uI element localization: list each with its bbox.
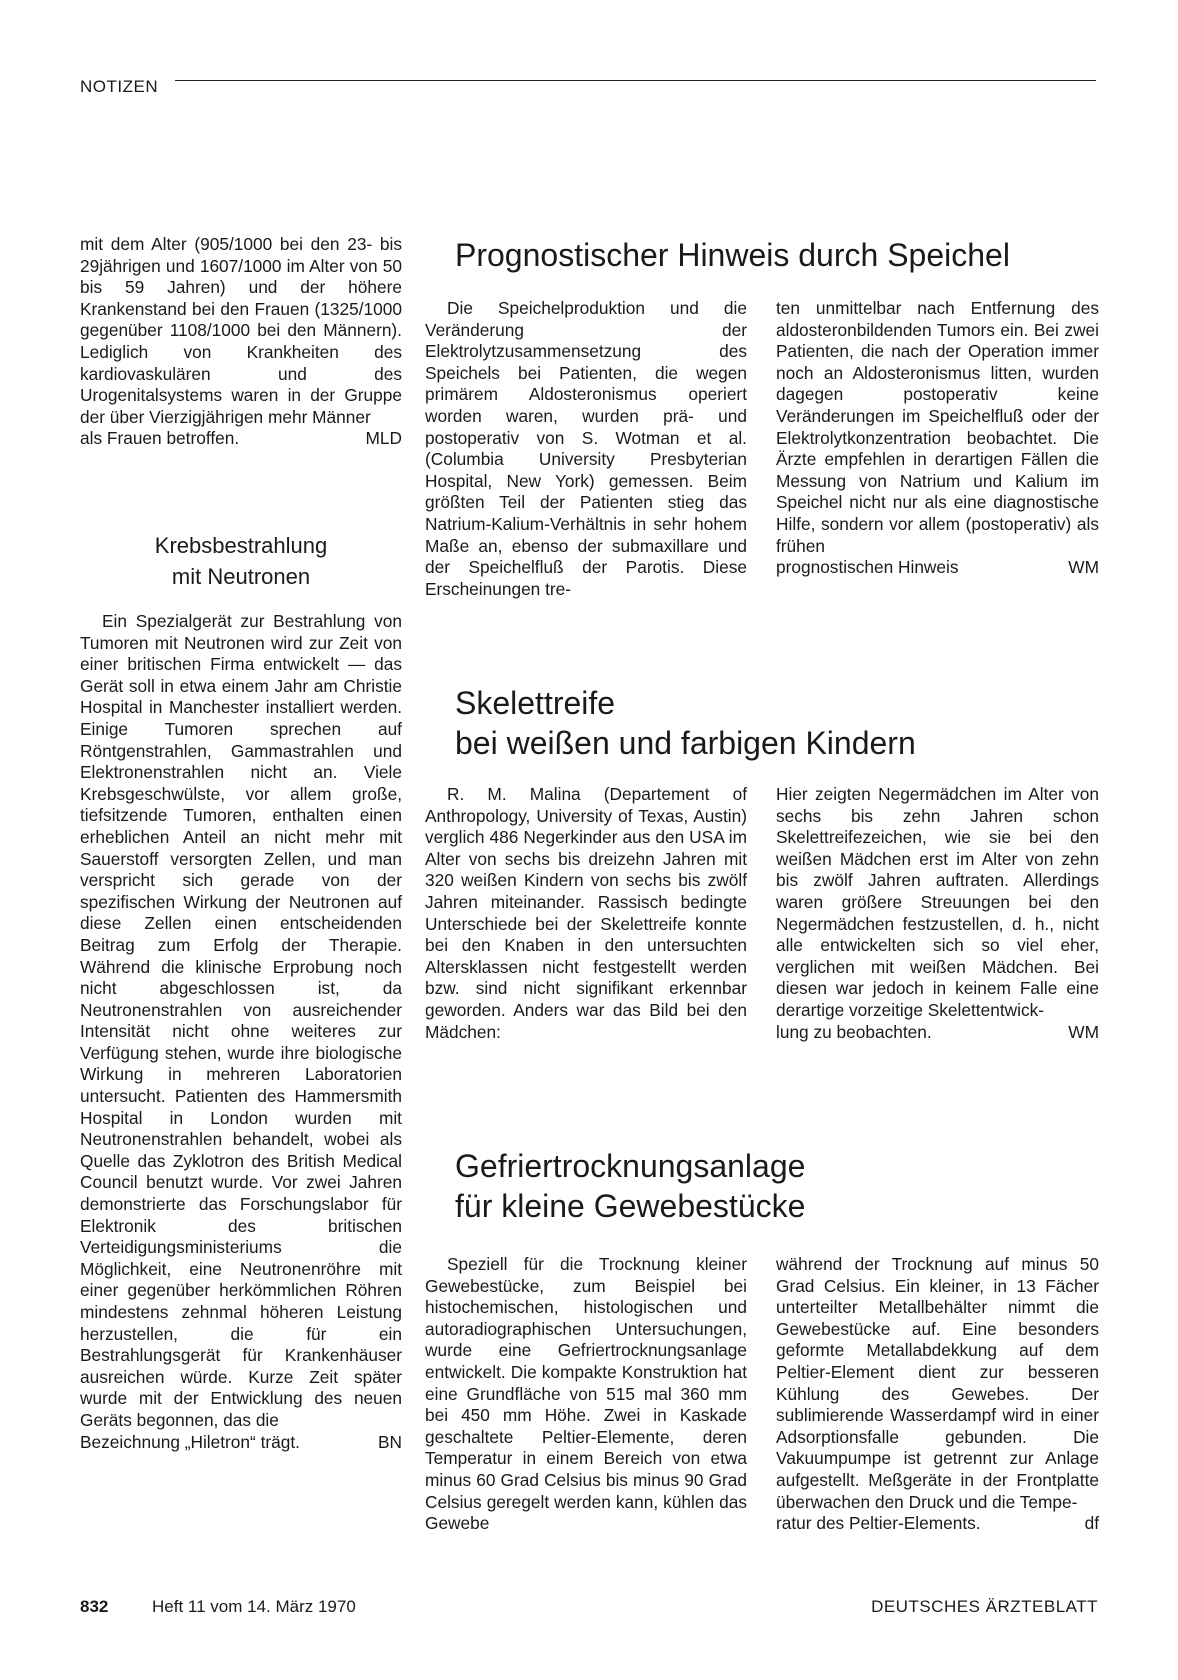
skelettreife-title-line2: bei weißen und farbigen Kindern	[455, 725, 916, 761]
speichel-last-line	[776, 557, 1099, 579]
gefrier-title-line1: Gefriertrocknungsanlage	[455, 1148, 806, 1184]
continuation-last-line	[80, 428, 402, 450]
article-gefrier-col1	[425, 1254, 747, 1535]
article-neutronen-body	[80, 611, 402, 1453]
article-skelettreife-col2	[776, 784, 1099, 1043]
gefrier-last-line	[776, 1513, 1099, 1535]
article-last-line	[80, 1432, 402, 1454]
section-label: NOTIZEN	[80, 77, 159, 96]
gefrier-last: ratur des Peltier-Elements.	[776, 1513, 981, 1534]
signature-bn: BN	[377, 1431, 402, 1452]
article-title-line1: Krebsbestrahlung	[154, 533, 328, 558]
article-neutronen-heading	[80, 530, 402, 592]
article-speichel-col1	[425, 298, 747, 600]
signature-wm: WM	[1068, 557, 1099, 578]
skelettreife-last-line	[776, 1022, 1099, 1044]
continuation-text: mit dem Alter (905/1000 bei den 23- bis 29jährigen und 1607/1000 im Alter von 50 bis 59 Jahren) und der höhere Krankenstand bei den Frauen (1325/1000 gegenüber 1108/1000 bei den Männern). Lediglich von Krankheiten des kardiovaskulären und des Urogenitalsystems waren in der Gruppe der über Vierzigjährigen mehr Männer	[80, 234, 402, 427]
left-continuation	[80, 234, 402, 450]
continuation-last: als Frauen betroffen.	[80, 428, 240, 449]
gefrier-title-line2: für kleine Gewebestücke	[455, 1188, 806, 1224]
header-rule	[175, 80, 1096, 81]
article-gefrier-heading	[455, 1146, 1095, 1226]
page-number: 832	[80, 1597, 109, 1616]
signature-df: df	[1084, 1513, 1099, 1534]
article-gefrier-col2	[776, 1254, 1099, 1535]
gefrier-col1-text: Speziell für die Trocknung kleiner Gewebestücke, zum Beispiel bei histochemischen, histologischen und autoradiographischen Untersuchungen, wurde eine Gefriertrocknungsanlage entwickelt. Die kompakte Konstruktion hat eine Grundfläche von 515 mal 360 mm bei 450 mm Höhe. Zwei in Kaskade geschaltete Peltier-Elemente, deren Temperatur in einem Bereich von etwa minus 60 Grad Celsius bis minus 90 Grad Celsius geregelt werden kann, kühlen das Gewebe	[425, 1254, 747, 1534]
article-skelettreife-col1	[425, 784, 747, 1043]
signature-mld: MLD	[365, 428, 402, 449]
article-speichel-title: Prognostischer Hinweis durch Speichel	[455, 237, 1010, 273]
skelettreife-title-line1: Skelettreife	[455, 685, 616, 721]
article-speichel-col2	[776, 298, 1099, 579]
signature-wm: WM	[1068, 1021, 1099, 1042]
skelettreife-col1-text: R. M. Malina (Departement of Anthropology, University of Texas, Austin) verglich 486 Negerkinder aus den USA im Alter von sechs bis dreizehn Jahren mit 320 weißen Kindern von sechs bis zwölf Jahren miteinander. Rassisch bedingte Unterschiede bei der Skelettreife konnte bei den Knaben in den untersuchten Altersklassen nicht festgestellt werden bzw. sind nicht signifikant erkennbar geworden. Anders war das Bild bei den Mädchen:	[425, 784, 747, 1042]
article-last: Bezeichnung „Hiletron“ trägt.	[80, 1431, 300, 1452]
article-body: Ein Spezialgerät zur Bestrahlung von Tumoren mit Neutronen wird zur Zeit von einer britischen Firma entwickelt — das Gerät soll in etwa einem Jahr am Christie Hospital in Manchester installiert werden. Einige Tumoren sprechen auf Röntgenstrahlen, Gammastrahlen und Elektronenstrahlen nicht an. Viele Krebsgeschwülste, vor allem große, tiefsitzende Tumoren, enthalten einen erheblichen Anteil an nicht mehr mit Sauerstoff versorgten Zellen, und man verspricht sich gerade von der spezifischen Wirkung der Neutronen auf diese Zellen einen entscheidenden Beitrag zum Erfolg der Therapie. Während die klinische Erprobung noch nicht abgeschlossen ist, da Neutronenstrahlen von ausreichender Intensität nicht ohne weiteres zur Verfügung stehen, wurde ihre biologische Wirkung in mehreren Laboratorien untersucht. Patienten des Hammersmith Hospital in London wurden mit Neutronenstrahlen behandelt, wobei als Quelle das Zyklotron des British Medical Council benutzt wurde. Vor zwei Jahren demonstrierte das Forschungslabor für Elektronik des britischen Verteidigungsministeriums die Möglichkeit, eine Neutronenröhre mit einer gegenüber herkömmlichen Röhren mindestens zehnmal höheren Leistung herzustellen, die für ein Bestrahlungsgerät für Krankenhäuser ausreichen würde. Kurze Zeit später wurde mit der Entwicklung des neuen Geräts begonnen, das die	[80, 611, 402, 1430]
article-title-line2: mit Neutronen	[171, 564, 311, 589]
speichel-col1-text: Die Speichelproduktion und die Veränderung der Elektrolytzusammensetzung des Speichels bei Patienten, die wegen primärem Aldosteronismus operiert worden waren, wurden prä- und postoperativ von S. Wotman et al. (Columbia University Presbyterian Hospital, New York) gemessen. Beim größten Teil der Patienten stieg das Natrium-Kalium-Verhältnis in sehr hohem Maße an, ebenso der submaxillare und der Speichelfluß der Parotis. Diese Erscheinungen tre-	[425, 298, 747, 599]
skelettreife-col2-text: Hier zeigten Negermädchen im Alter von sechs bis zehn Jahren schon Skelettreifezeichen, wie sie bei den weißen Mädchen erst im Alter von zehn bis zwölf Jahren auftraten. Allerdings waren größere Streuungen bei den Negermädchen festzustellen, d. h., nicht alle entwickelten sich so viel eher, verglichen mit weißen Mädchen. Bei diesen war jedoch in keinem Falle eine derartige vorzeitige Skelettentwick-	[776, 784, 1099, 1020]
journal-name: DEUTSCHES ÄRZTEBLATT	[871, 1597, 1098, 1616]
speichel-last: prognostischen Hinweis	[776, 557, 959, 578]
speichel-col2-text: ten unmittelbar nach Entfernung des aldosteronbildenden Tumors ein. Bei zwei Patienten, die nach der Operation immer noch an Aldosteronismus litten, wurden dagegen postoperativ keine Veränderungen im Speichelfluß oder der Elektrolytkonzentration beobachtet. Die Ärzte empfehlen in derartigen Fällen die Messung von Natrium und Kalium im Speichel nicht nur als eine diagnostische Hilfe, sondern vor allem (postoperativ) als frühen	[776, 298, 1099, 556]
gefrier-col2-text: während der Trocknung auf minus 50 Grad Celsius. Ein kleiner, in 13 Fächer unterteilter Metallbehälter nimmt die Gewebestücke auf. Eine besonders geformte Metallabdekkung auf dem Peltier-Element dient zur besseren Kühlung des Gewebes. Der sublimierende Wasserdampf wird in einer Adsorptionsfalle gebunden. Die Vakuumpumpe ist getrennt zur Anlage aufgestellt. Meßgeräte in der Frontplatte überwachen den Druck und die Tempe-	[776, 1254, 1099, 1512]
skelettreife-last: lung zu beobachten.	[776, 1021, 932, 1042]
article-skelettreife-heading	[455, 683, 1095, 763]
issue-info: Heft 11 vom 14. März 1970	[152, 1597, 356, 1616]
